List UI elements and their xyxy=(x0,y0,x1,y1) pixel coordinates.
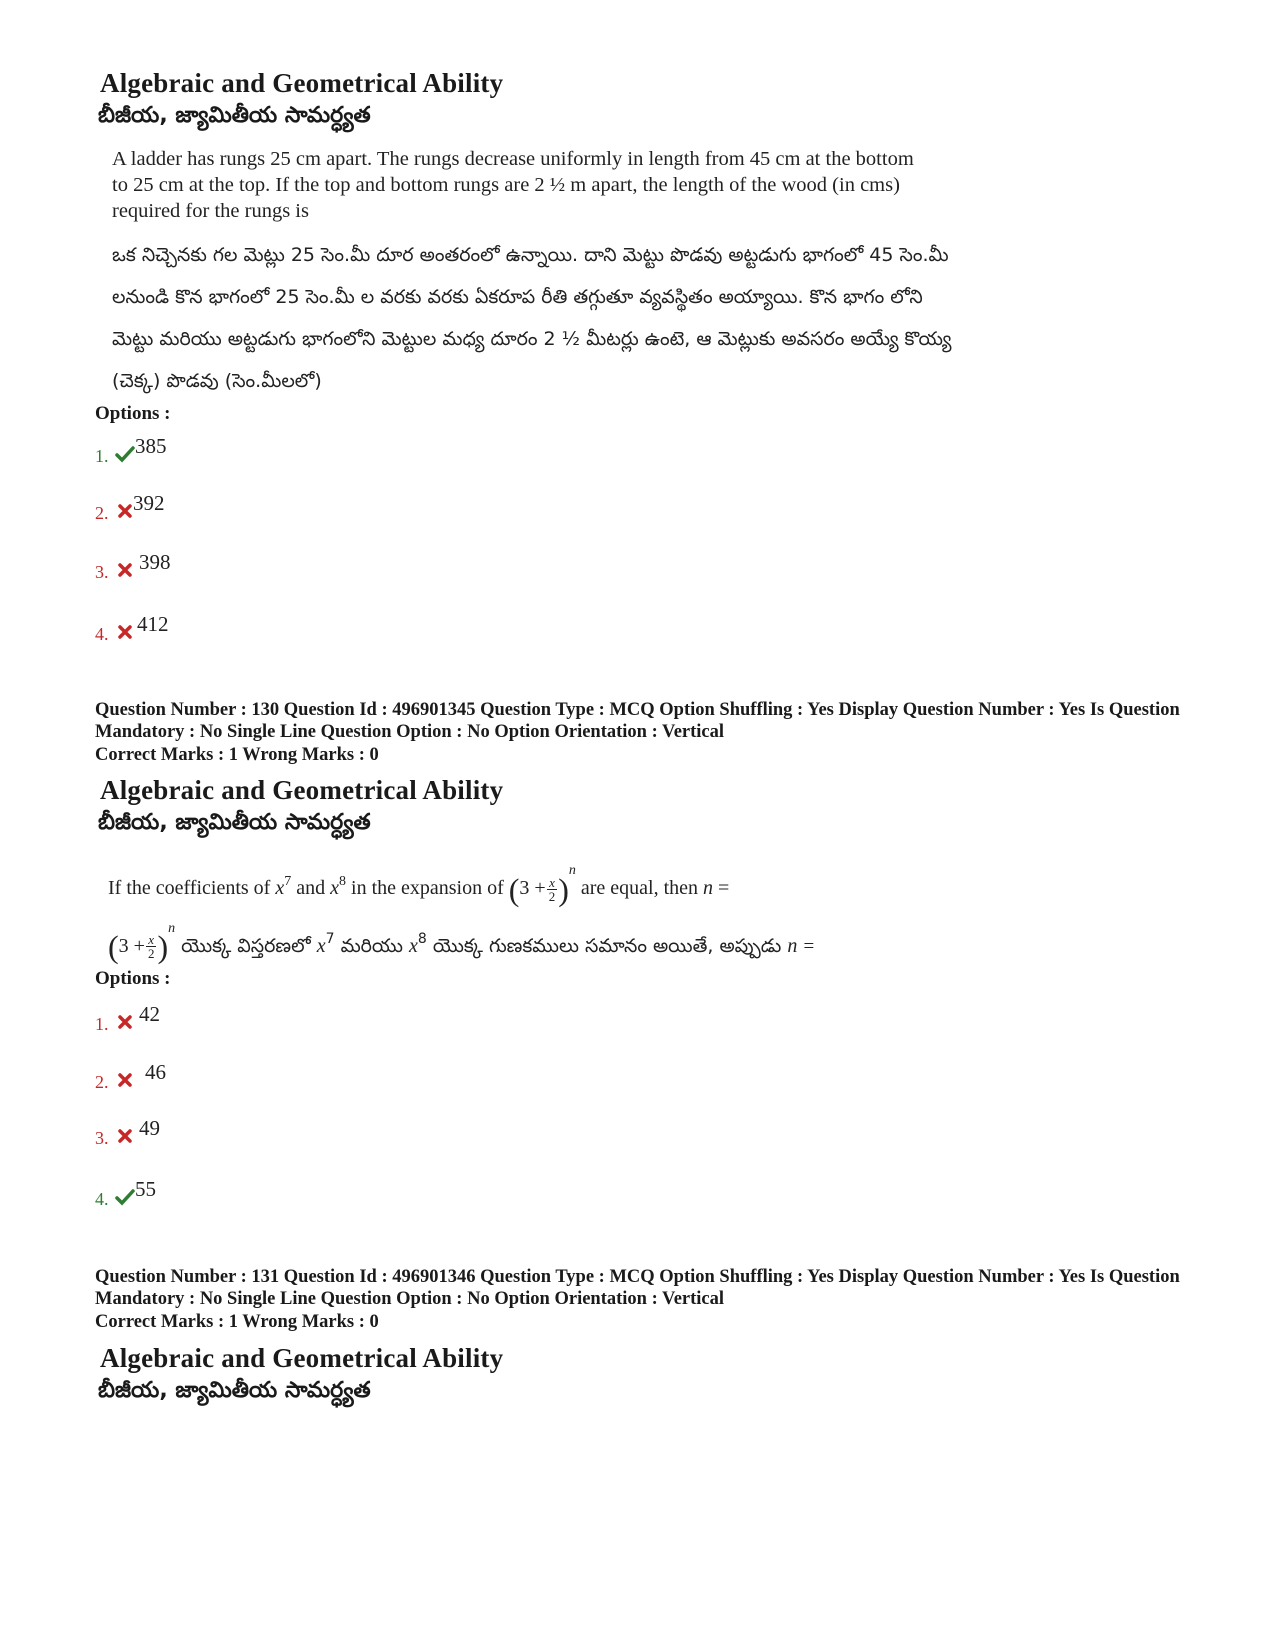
option-number: 2. xyxy=(95,1072,109,1092)
option-number: 3. xyxy=(95,562,109,582)
option-number: 1. xyxy=(95,1014,109,1034)
section-title: Algebraic and Geometrical Ability xyxy=(100,1343,504,1373)
option-number: 4. xyxy=(95,624,109,644)
option-value: 385 xyxy=(135,434,167,458)
option-value: 398 xyxy=(139,550,171,574)
section-title-telugu: బీజీయ, జ్యామితీయ సామర్ధ్యత xyxy=(98,1378,371,1403)
cross-icon xyxy=(115,560,135,580)
question-metadata: Question Number : 130 Question Id : 496901345 Question Type : MCQ Option Shuffling : Yes Display Question Number : Yes Is Question Mandatory : No Single Line Question Option : No Option Orientation : Vertical xyxy=(95,700,1180,742)
option-number: 1. xyxy=(95,446,109,466)
option-value: 46 xyxy=(145,1060,166,1084)
question-text-english: If the coefficients of $x^7$ and $x^8$ in the expansion of (3 + $\frac{x}{2}$ )$^n$ are equal, then n = xyxy=(108,863,730,908)
option-number: 2. xyxy=(95,503,109,523)
check-icon xyxy=(115,1187,135,1207)
cross-icon xyxy=(115,501,135,521)
question-marks: Correct Marks : 1 Wrong Marks : 0 xyxy=(95,1312,379,1332)
question-metadata: Question Number : 131 Question Id : 496901346 Question Type : MCQ Option Shuffling : Yes Display Question Number : Yes Is Question Mandatory : No Single Line Question Option : No Option Orientation : Vertical xyxy=(95,1267,1180,1309)
option-value: 392 xyxy=(133,491,165,515)
check-icon xyxy=(115,444,135,464)
section-title-telugu: బీజీయ, జ్యామితీయ సామర్ధ్యత xyxy=(98,103,371,128)
question-marks: Correct Marks : 1 Wrong Marks : 0 xyxy=(95,745,379,765)
cross-icon xyxy=(115,1012,135,1032)
options-label: Options : xyxy=(95,403,171,424)
option-value: 55 xyxy=(135,1177,156,1201)
options-label: Options : xyxy=(95,968,171,989)
question-text-english: A ladder has rungs 25 cm apart. The rungs decrease uniformly in length from 45 cm at the bottom to 25 cm at the top. If the top and bottom rungs are 2 ½ m apart, the length of the wood (in cms) required for the rungs is xyxy=(112,148,914,222)
cross-icon xyxy=(115,1070,135,1090)
option-value: 49 xyxy=(139,1116,160,1140)
section-title: Algebraic and Geometrical Ability xyxy=(100,775,504,805)
cross-icon xyxy=(115,622,135,642)
section-title: Algebraic and Geometrical Ability xyxy=(100,68,504,98)
option-number: 3. xyxy=(95,1128,109,1148)
option-value: 412 xyxy=(137,612,169,636)
question-text-telugu: ఒక నిచ్చెనకు గల మెట్లు 25 సెం.మీ దూర అంతరంలో ఉన్నాయి. దాని మెట్టు పొడవు అట్టడుగు భాగంలో 45 సెం.మీ లనుండి కొన భాగంలో 25 సెం.మీ ల వరకు వరకు ఏకరూప రీతి తగ్గుతూ వ్యవస్థితం అయ్యాయి. కొన భాగం లోని మెట్టు మరియు అట్టడుగు భాగంలోని మెట్టుల మధ్య దూరం 2 ½ మీటర్లు ఉంటె, ఆ మెట్లుకు అవసరం అయ్యే కొయ్య (చెక్క) పొడవు (సెం.మీలలో) xyxy=(112,244,952,392)
cross-icon xyxy=(115,1126,135,1146)
option-number: 4. xyxy=(95,1189,109,1209)
question-text-telugu: (3 + $\frac{x}{2}$ )$^n$ యొక్క విస్తరణలో $x^7$ మరియు $x^8$ యొక్క గుణకములు సమానం అయితే, అప్పుడు n = xyxy=(108,921,815,965)
section-title-telugu: బీజీయ, జ్యామితీయ సామర్ధ్యత xyxy=(98,810,371,835)
option-value: 42 xyxy=(139,1002,160,1026)
